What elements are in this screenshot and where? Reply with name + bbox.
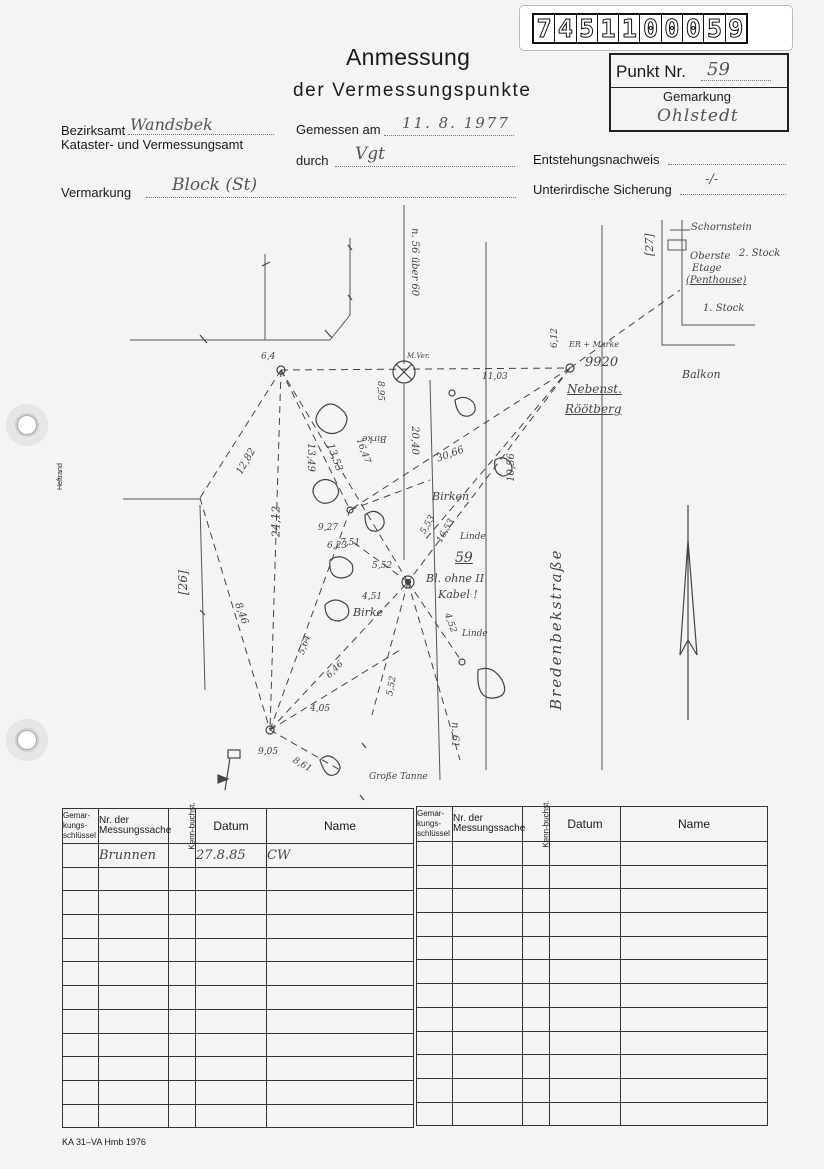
measure-label: 13,49 <box>304 443 316 472</box>
table-cell-name <box>267 915 414 939</box>
measure-label: 4,51 <box>362 592 383 602</box>
table-cell-schluessel <box>63 1080 99 1104</box>
table-cell-schluessel <box>417 1031 453 1055</box>
label-birke: Birke <box>353 606 384 619</box>
table-row <box>417 1078 768 1102</box>
kataster-label: Kataster- und Vermessungsamt <box>61 137 244 152</box>
table-cell-name <box>267 1009 414 1033</box>
table-cell-name <box>267 1057 414 1081</box>
table-cell-name <box>621 936 768 960</box>
measure-label: 12,82 <box>234 446 259 477</box>
label-bracket-27: [27] <box>643 233 656 256</box>
label-schornstein: Schornstein <box>691 222 752 233</box>
table-cell-name <box>621 960 768 984</box>
table-cell-name <box>267 867 414 891</box>
col-datum-header: Datum <box>550 807 621 842</box>
serial-digit: 0 <box>683 15 704 42</box>
table-cell-name <box>267 891 414 915</box>
table-cell-datum <box>196 891 267 915</box>
table-cell-name <box>621 1007 768 1031</box>
durch-label: durch <box>296 153 329 168</box>
table-cell-schluessel <box>63 1009 99 1033</box>
table-cell-nr <box>99 962 169 986</box>
table-cell-name <box>621 842 768 866</box>
measure-label: 5,52 <box>385 675 399 697</box>
table-cell-schluessel <box>63 915 99 939</box>
col-name-header: Name <box>267 809 414 844</box>
table-cell-name <box>621 865 768 889</box>
serial-digit: 7 <box>534 15 555 42</box>
table-cell-kenn <box>169 1080 196 1104</box>
col-name-header: Name <box>621 807 768 842</box>
serial-digit: 0 <box>662 15 683 42</box>
label-rootberg: Röötberg <box>565 402 622 416</box>
table-cell-schluessel <box>417 842 453 866</box>
measure-label: 6,46 <box>324 659 346 681</box>
table-cell-nr <box>453 1055 523 1079</box>
table-row <box>63 962 414 986</box>
table-cell-name <box>267 962 414 986</box>
label-grosse-tanne: Große Tanne <box>369 772 428 782</box>
entstehung-label: Entstehungsnachweis <box>533 152 660 167</box>
table-cell-nr <box>453 913 523 937</box>
table-cell-datum <box>550 1055 621 1079</box>
table-row <box>417 960 768 984</box>
table-cell-kenn <box>523 1078 550 1102</box>
measure-label: 24,12 <box>269 505 283 538</box>
ray-9920-mark <box>281 368 570 370</box>
table-cell-kenn <box>169 891 196 915</box>
table-cell-name <box>621 984 768 1008</box>
table-row <box>63 1033 414 1057</box>
register-table-left <box>62 802 414 1128</box>
gemessen-label: Gemessen am <box>296 122 381 137</box>
table-cell-kenn <box>523 960 550 984</box>
table-cell-schluessel <box>63 938 99 962</box>
durch-value: Vgt <box>355 144 385 164</box>
serial-digit: 1 <box>619 15 640 42</box>
table-cell-kenn <box>523 1031 550 1055</box>
table-row <box>63 915 414 939</box>
serial-digit: 5 <box>704 15 725 42</box>
table-cell-schluessel <box>417 865 453 889</box>
register-table-right <box>416 800 768 1126</box>
table-cell-datum <box>550 984 621 1008</box>
label-nebenst: Nebenst. <box>567 382 622 396</box>
table-row <box>417 936 768 960</box>
table-cell-name <box>621 889 768 913</box>
label-linde-2: Linde <box>462 629 488 639</box>
table-cell-datum: 27.8.85 <box>196 844 267 868</box>
table-cell-nr <box>453 1007 523 1031</box>
label-balkon: Balkon <box>682 368 721 381</box>
table-cell-schluessel <box>63 891 99 915</box>
table-cell-datum <box>196 986 267 1010</box>
table-cell-schluessel <box>63 867 99 891</box>
table-cell-datum <box>196 1057 267 1081</box>
table-row <box>63 938 414 962</box>
col-gemarkung-header: Gemar-kungs-schlüssel <box>417 807 453 842</box>
table-cell-schluessel <box>417 936 453 960</box>
serial-digit: 4 <box>555 15 576 42</box>
table-cell-nr <box>99 1057 169 1081</box>
label-strasse: Bredenbekstraße <box>547 548 565 710</box>
table-row <box>417 1031 768 1055</box>
table-cell-schluessel <box>417 960 453 984</box>
table-cell-schluessel <box>63 962 99 986</box>
table-cell-schluessel <box>417 1078 453 1102</box>
table-cell-kenn <box>523 889 550 913</box>
form-subtitle: der Vermessungspunkte <box>293 80 532 101</box>
table-cell-datum <box>550 1031 621 1055</box>
vermarkung-label: Vermarkung <box>61 185 132 200</box>
table-cell-nr <box>99 986 169 1010</box>
serial-digit: 5 <box>577 15 598 42</box>
table-cell-kenn <box>169 867 196 891</box>
table-cell-datum <box>550 889 621 913</box>
unterirdisch-value: -/- <box>705 172 719 187</box>
table-cell-kenn <box>169 986 196 1010</box>
table-cell-kenn <box>169 1104 196 1128</box>
measure-label: 5,53 <box>418 513 438 537</box>
vermarkung-value: Block (St) <box>172 175 258 195</box>
table-cell-datum <box>550 1102 621 1126</box>
table-cell-nr <box>453 889 523 913</box>
measure-label: 6,4 <box>261 352 276 362</box>
gemarkung-value: Ohlstedt <box>657 106 739 126</box>
table-cell-datum <box>196 938 267 962</box>
label-er-marke: ER + Marke <box>569 340 620 349</box>
table-cell-datum <box>550 865 621 889</box>
tree-outline <box>316 404 347 434</box>
table-row <box>63 844 414 868</box>
table-cell-datum <box>196 867 267 891</box>
label-bl-ohne: Bl. ohne II <box>426 572 485 585</box>
table-cell-schluessel <box>417 913 453 937</box>
table-cell-datum <box>550 1007 621 1031</box>
table-cell-datum <box>550 1078 621 1102</box>
serial-digit: 1 <box>598 15 619 42</box>
bezirksamt-label: Bezirksamt <box>61 123 126 138</box>
table-row <box>63 1057 414 1081</box>
col-datum-header: Datum <box>196 809 267 844</box>
label-oberste: Oberste <box>690 251 731 262</box>
measure-label: 5,52 <box>372 561 393 571</box>
label-9920: 9920 <box>585 355 619 370</box>
table-cell-name: CW <box>267 844 414 868</box>
unterirdisch-label: Unterirdische Sicherung <box>533 182 672 197</box>
table-row <box>417 889 768 913</box>
measure-label: 9,27 <box>318 523 339 533</box>
table-cell-name <box>267 1104 414 1128</box>
label-penthouse: (Penthouse) <box>686 275 747 286</box>
measure-label: 4,52 <box>441 611 459 635</box>
form-code: KA 31–VA Hmb 1976 <box>62 1137 146 1147</box>
measure-label: 30,66 <box>434 444 466 465</box>
col-kenn-header: Kenn-buchst. <box>523 807 550 842</box>
table-cell-kenn <box>169 1009 196 1033</box>
table-cell-name <box>267 1033 414 1057</box>
col-kenn-header: Kenn-buchst. <box>169 809 196 844</box>
punkt-label: Punkt Nr. <box>616 62 686 81</box>
serial-digit: 0 <box>640 15 661 42</box>
table-cell-nr <box>453 960 523 984</box>
table-row <box>417 1055 768 1079</box>
measure-label: 6,12 <box>550 327 561 349</box>
table-cell-datum <box>550 842 621 866</box>
table-cell-kenn <box>169 962 196 986</box>
measure-label: 16,53 <box>435 517 457 545</box>
table-cell-schluessel <box>417 889 453 913</box>
table-cell-nr <box>99 891 169 915</box>
table-cell-nr <box>99 867 169 891</box>
table-cell-kenn <box>169 938 196 962</box>
table-cell-datum <box>196 1104 267 1128</box>
table-cell-datum <box>196 1080 267 1104</box>
table-cell-kenn <box>169 915 196 939</box>
table-cell-schluessel <box>417 1102 453 1126</box>
table-cell-nr <box>453 1078 523 1102</box>
table-cell-nr <box>453 936 523 960</box>
table-cell-schluessel <box>63 1057 99 1081</box>
table-row <box>63 891 414 915</box>
measure-label: 8,95 <box>375 380 386 402</box>
table-row <box>63 1080 414 1104</box>
table-cell-nr <box>99 1009 169 1033</box>
table-cell-kenn <box>523 1007 550 1031</box>
measure-label: 11,03 <box>482 372 508 382</box>
table-row <box>63 867 414 891</box>
label-birken: Birken <box>432 490 470 503</box>
table-row <box>63 986 414 1010</box>
table-cell-schluessel <box>63 986 99 1010</box>
measure-label: 7,51 <box>340 538 361 548</box>
table-cell-schluessel <box>417 1055 453 1079</box>
label-bracket-26: [26] <box>176 570 190 595</box>
table-row <box>63 1104 414 1128</box>
label-birke-top: Birke <box>362 433 387 443</box>
table-row <box>417 1007 768 1031</box>
table-cell-kenn <box>523 984 550 1008</box>
measure-label: 9,05 <box>258 747 279 757</box>
table-cell-nr <box>99 1104 169 1128</box>
table-cell-name <box>267 986 414 1010</box>
table-cell-datum <box>196 915 267 939</box>
table-cell-name <box>267 938 414 962</box>
label-kabel: Kabel ! <box>438 588 478 601</box>
bezirksamt-value: Wandsbek <box>130 115 213 134</box>
table-cell-nr <box>99 915 169 939</box>
table-row <box>417 1102 768 1126</box>
table-cell-kenn <box>523 936 550 960</box>
table-cell-nr <box>453 842 523 866</box>
table-cell-nr <box>453 865 523 889</box>
table-cell-kenn <box>523 913 550 937</box>
table-row <box>417 842 768 866</box>
table-row <box>417 865 768 889</box>
col-gemarkung-header: Gemar-kungs-schlüssel <box>63 809 99 844</box>
table-cell-schluessel <box>63 844 99 868</box>
label-2-stock: 2. Stock <box>739 248 781 259</box>
form-title: Anmessung <box>346 44 471 70</box>
punkt-value: 59 <box>707 59 730 80</box>
label-n61: n. 61 <box>449 722 460 748</box>
label-etage: Etage <box>692 263 722 274</box>
table-cell-kenn <box>523 865 550 889</box>
table-cell-schluessel <box>417 1007 453 1031</box>
measure-label: 20,40 <box>408 426 420 455</box>
table-cell-kenn <box>169 1033 196 1057</box>
serial-digit: 9 <box>728 14 744 43</box>
heftrand-label: Heftrand <box>57 463 64 490</box>
table-cell-nr <box>99 938 169 962</box>
measure-label: 8,46 <box>232 601 251 626</box>
measure-label: 16,47 <box>353 437 372 465</box>
measure-label: 4,05 <box>310 704 331 714</box>
table-cell-name <box>621 1102 768 1126</box>
table-cell-datum <box>550 960 621 984</box>
table-cell-datum <box>550 913 621 937</box>
table-row <box>63 1009 414 1033</box>
table-cell-name <box>267 1080 414 1104</box>
table-cell-nr <box>99 1033 169 1057</box>
table-cell-datum <box>196 1009 267 1033</box>
table-cell-kenn <box>523 1055 550 1079</box>
measure-label: 5,64 <box>296 633 314 657</box>
table-cell-nr: Brunnen <box>99 844 169 868</box>
table-cell-name <box>621 913 768 937</box>
table-row <box>417 913 768 937</box>
measure-label: 10,56 <box>505 453 517 482</box>
table-cell-name <box>621 1055 768 1079</box>
measure-label: 6,23 <box>327 541 348 551</box>
table-cell-datum <box>196 1033 267 1057</box>
table-cell-name <box>621 1031 768 1055</box>
table-cell-schluessel <box>417 984 453 1008</box>
label-n56: n. 56 über 60 <box>409 228 420 297</box>
measure-label: 13,53 <box>324 442 345 473</box>
label-1-stock: 1. Stock <box>703 303 745 314</box>
table-cell-kenn <box>169 1057 196 1081</box>
table-cell-datum <box>196 962 267 986</box>
gemessen-value: 11. 8. 1977 <box>402 114 510 132</box>
table-row <box>417 984 768 1008</box>
table-cell-name <box>621 1078 768 1102</box>
table-cell-kenn <box>523 1102 550 1126</box>
gemarkung-label: Gemarkung <box>663 89 731 104</box>
label-mast: M.Ver. <box>407 352 430 360</box>
table-cell-nr <box>453 984 523 1008</box>
col-nr-header: Nr. der Messungssache <box>99 809 169 844</box>
table-cell-datum <box>550 936 621 960</box>
table-cell-nr <box>453 1102 523 1126</box>
col-nr-header: Nr. der Messungssache <box>453 807 523 842</box>
measure-label: 8,61 <box>290 755 314 775</box>
table-cell-nr <box>453 1031 523 1055</box>
table-cell-schluessel <box>63 1033 99 1057</box>
label-punkt-59: 59 <box>455 550 473 566</box>
table-cell-schluessel <box>63 1104 99 1128</box>
label-linde-1: Linde <box>460 532 486 542</box>
north-arrow <box>680 505 697 720</box>
table-cell-nr <box>99 1080 169 1104</box>
